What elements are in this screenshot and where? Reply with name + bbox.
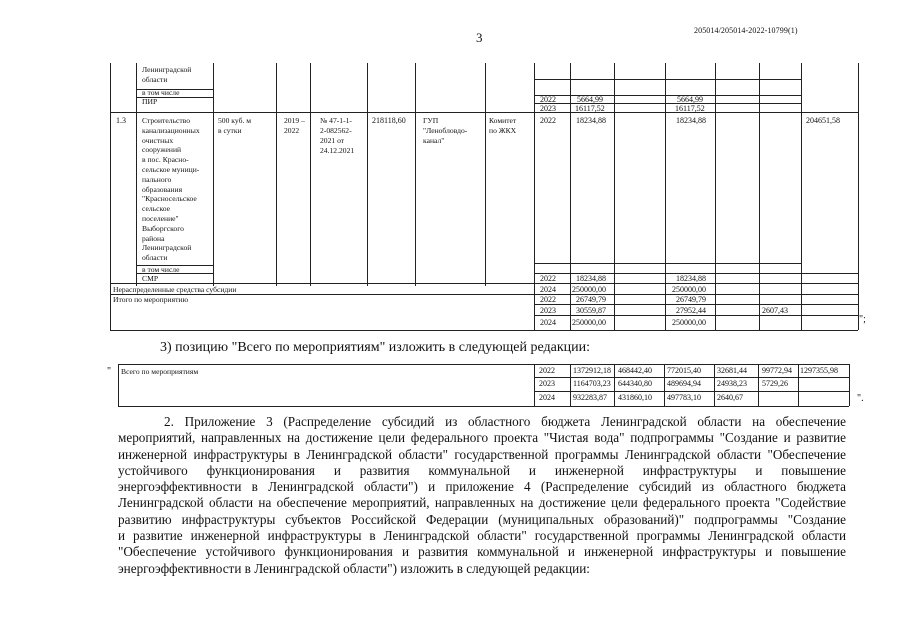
- pir-label: ПИР: [142, 97, 158, 106]
- item-name-line: сельское муници-: [142, 165, 200, 174]
- total-cell-c5: 99772,94: [762, 366, 792, 375]
- item-name-line: "Красносельское: [142, 194, 197, 204]
- paragraph-line: Ленинградской области на обеспечение мероприятий, направленных на достижение цели федерального проекта "Содействие: [118, 495, 846, 511]
- item-name-line: Выборгского: [142, 223, 184, 233]
- total-cell-c1: 932283,87: [573, 393, 607, 402]
- customer: ГУП: [423, 116, 439, 125]
- page-number: 3: [476, 30, 483, 45]
- item-name-line: поселение": [142, 214, 179, 223]
- item-name-line: пального: [142, 174, 172, 184]
- total-cell-c2: 468442,40: [618, 366, 652, 375]
- capacity: в сутки: [218, 126, 242, 135]
- total-cell-year: 2023: [539, 379, 555, 388]
- pir-total: 16117,52: [575, 104, 605, 113]
- paragraph-line: и развитие инженерной инфраструктуры в Ленинградской области" государственной программы Ленинградской области: [118, 528, 846, 544]
- total-cell-c3: 772015,40: [667, 366, 701, 375]
- smr-year: 2022: [540, 274, 556, 283]
- total-year: 2023: [540, 306, 556, 315]
- total-cell-c1: 1372912,18: [573, 366, 611, 375]
- total-sum: 30559,87: [576, 306, 606, 315]
- capacity: 500 куб. м: [218, 116, 252, 125]
- total-year: 2022: [540, 295, 556, 304]
- open-quote: ": [107, 366, 112, 377]
- total-sum: 250000,00: [572, 318, 606, 327]
- expertise: 2021 от: [320, 136, 345, 145]
- section3-heading: 3) позицию "Всего по мероприятиям" изложить в следующей редакции:: [160, 340, 591, 355]
- smr-total: 18234,88: [576, 274, 606, 283]
- expertise: 2-082562-: [320, 126, 352, 135]
- undistributed-regional: 250000,00: [672, 285, 706, 294]
- item-name-line: сооружений: [142, 145, 182, 155]
- undistributed-year: 2024: [540, 285, 556, 294]
- total-cell-c5: 5729,26: [762, 379, 788, 388]
- pir-year: 2022: [540, 95, 556, 104]
- total-cell-c2: 431860,10: [618, 393, 652, 402]
- period: 2022: [284, 126, 300, 135]
- item-year: 2022: [540, 116, 556, 125]
- pir-regional: 5664,99: [677, 95, 703, 104]
- pir-year: 2023: [540, 104, 556, 113]
- total-regional: 26749,79: [676, 295, 706, 304]
- total-cell-year: 2024: [539, 393, 555, 402]
- gov-customer: по ЖКХ: [489, 126, 517, 135]
- paragraph-line: 2. Приложение 3 (Распределение субсидий из областного бюджета Ленинградской области на обеспечение: [164, 414, 846, 429]
- customer: канал": [423, 136, 445, 145]
- subsidy-table: [110, 63, 858, 330]
- item-regional: 18234,88: [676, 116, 706, 125]
- total-table: [118, 364, 849, 406]
- region-label-line: области: [142, 75, 168, 84]
- item-number: 1.3: [116, 116, 126, 125]
- total-cell-c2: 644340,80: [618, 379, 652, 388]
- undistributed-total: 250000,00: [572, 285, 606, 294]
- region-label-line: Ленинградской: [142, 65, 192, 74]
- incl-label: в том числе: [142, 265, 180, 274]
- paragraph-line: энергоэффективности в Ленинградской области") и приложение 4 (Распределение субсидий из областного бюджета: [118, 479, 846, 495]
- cost: 218118,60: [372, 116, 406, 125]
- pir-regional: 16117,52: [675, 104, 705, 113]
- gov-customer: Комитет: [489, 116, 517, 125]
- total-cell-c4: 24938,23: [717, 379, 747, 388]
- pir-total: 5664,99: [577, 95, 603, 104]
- item-name-line: области: [142, 253, 168, 263]
- document-id: 205014/205014-2022-10799(1): [694, 26, 798, 35]
- item-name-line: канализационных: [142, 125, 200, 135]
- item-name-line: района: [142, 233, 165, 243]
- item-total: 18234,88: [576, 116, 606, 125]
- item-name-line: Строительство: [142, 116, 190, 125]
- item-name-line: Ленинградской: [142, 243, 192, 253]
- total-cell-c4: 2640,67: [717, 393, 743, 402]
- close-quote: ".: [857, 393, 864, 404]
- paragraph-line: инженерной инфраструктуры в Ленинградской области" государственной программы Ленинградской области "Обеспечение: [118, 446, 846, 462]
- all-activities-label: Всего по мероприятиям: [121, 367, 199, 376]
- total-cell-c1: 1164703,23: [573, 379, 611, 388]
- undistributed-label: Нераспределенные средства субсидии: [113, 285, 237, 294]
- item-name-line: в пос. Красно-: [142, 155, 189, 165]
- paragraph-line: устойчивого функционирования и развития коммунальной и инженерной инфраструктуры и повышение: [118, 462, 846, 478]
- activity-total-label: Итого по мероприятию: [113, 295, 189, 304]
- item-name-line: очистных: [142, 135, 174, 145]
- item-remaining: 204651,58: [806, 116, 840, 125]
- total-cell-c4: 32681,44: [717, 366, 747, 375]
- expertise: № 47-1-1-: [320, 116, 352, 125]
- customer: "Ленобловдо-: [423, 126, 468, 135]
- paragraph-line: "Обеспечение устойчивого функционирования и развития коммунальной и инженерной инфраструктуры и повышение: [118, 544, 846, 560]
- total-sum: 26749,79: [576, 295, 606, 304]
- paragraph-line: мероприятий, направленных на достижение цели федерального проекта "Чистая вода" подпрограммы "Создание и развитие: [118, 430, 846, 446]
- expertise: 24.12.2021: [320, 146, 355, 155]
- incl-label: в том числе: [142, 88, 180, 97]
- total-local: 2607,43: [762, 306, 788, 315]
- item-name-line: сельское: [142, 204, 171, 214]
- total-cell-year: 2022: [539, 366, 555, 375]
- item-name-line: образования: [142, 184, 183, 194]
- total-regional: 27952,44: [676, 306, 706, 315]
- paragraph-line: энергоэффективности в Ленинградской области") изложить в следующей редакции:: [118, 560, 590, 576]
- paragraph-2: [118, 414, 846, 577]
- total-year: 2024: [540, 318, 556, 327]
- smr-label: СМР: [142, 274, 159, 283]
- smr-regional: 18234,88: [676, 274, 706, 283]
- paragraph-line: развитию инфраструктуры субъектов Российской Федерации (муниципальных образований)" подпрограммы "Создание: [118, 511, 846, 527]
- total-regional: 250000,00: [672, 318, 706, 327]
- period: 2019 –: [284, 116, 305, 125]
- closing-quote: ";: [859, 314, 866, 325]
- total-cell-c3: 497783,10: [667, 393, 701, 402]
- total-cell-c3: 489694,94: [667, 379, 701, 388]
- total-cell-c6: 1297355,98: [800, 366, 838, 375]
